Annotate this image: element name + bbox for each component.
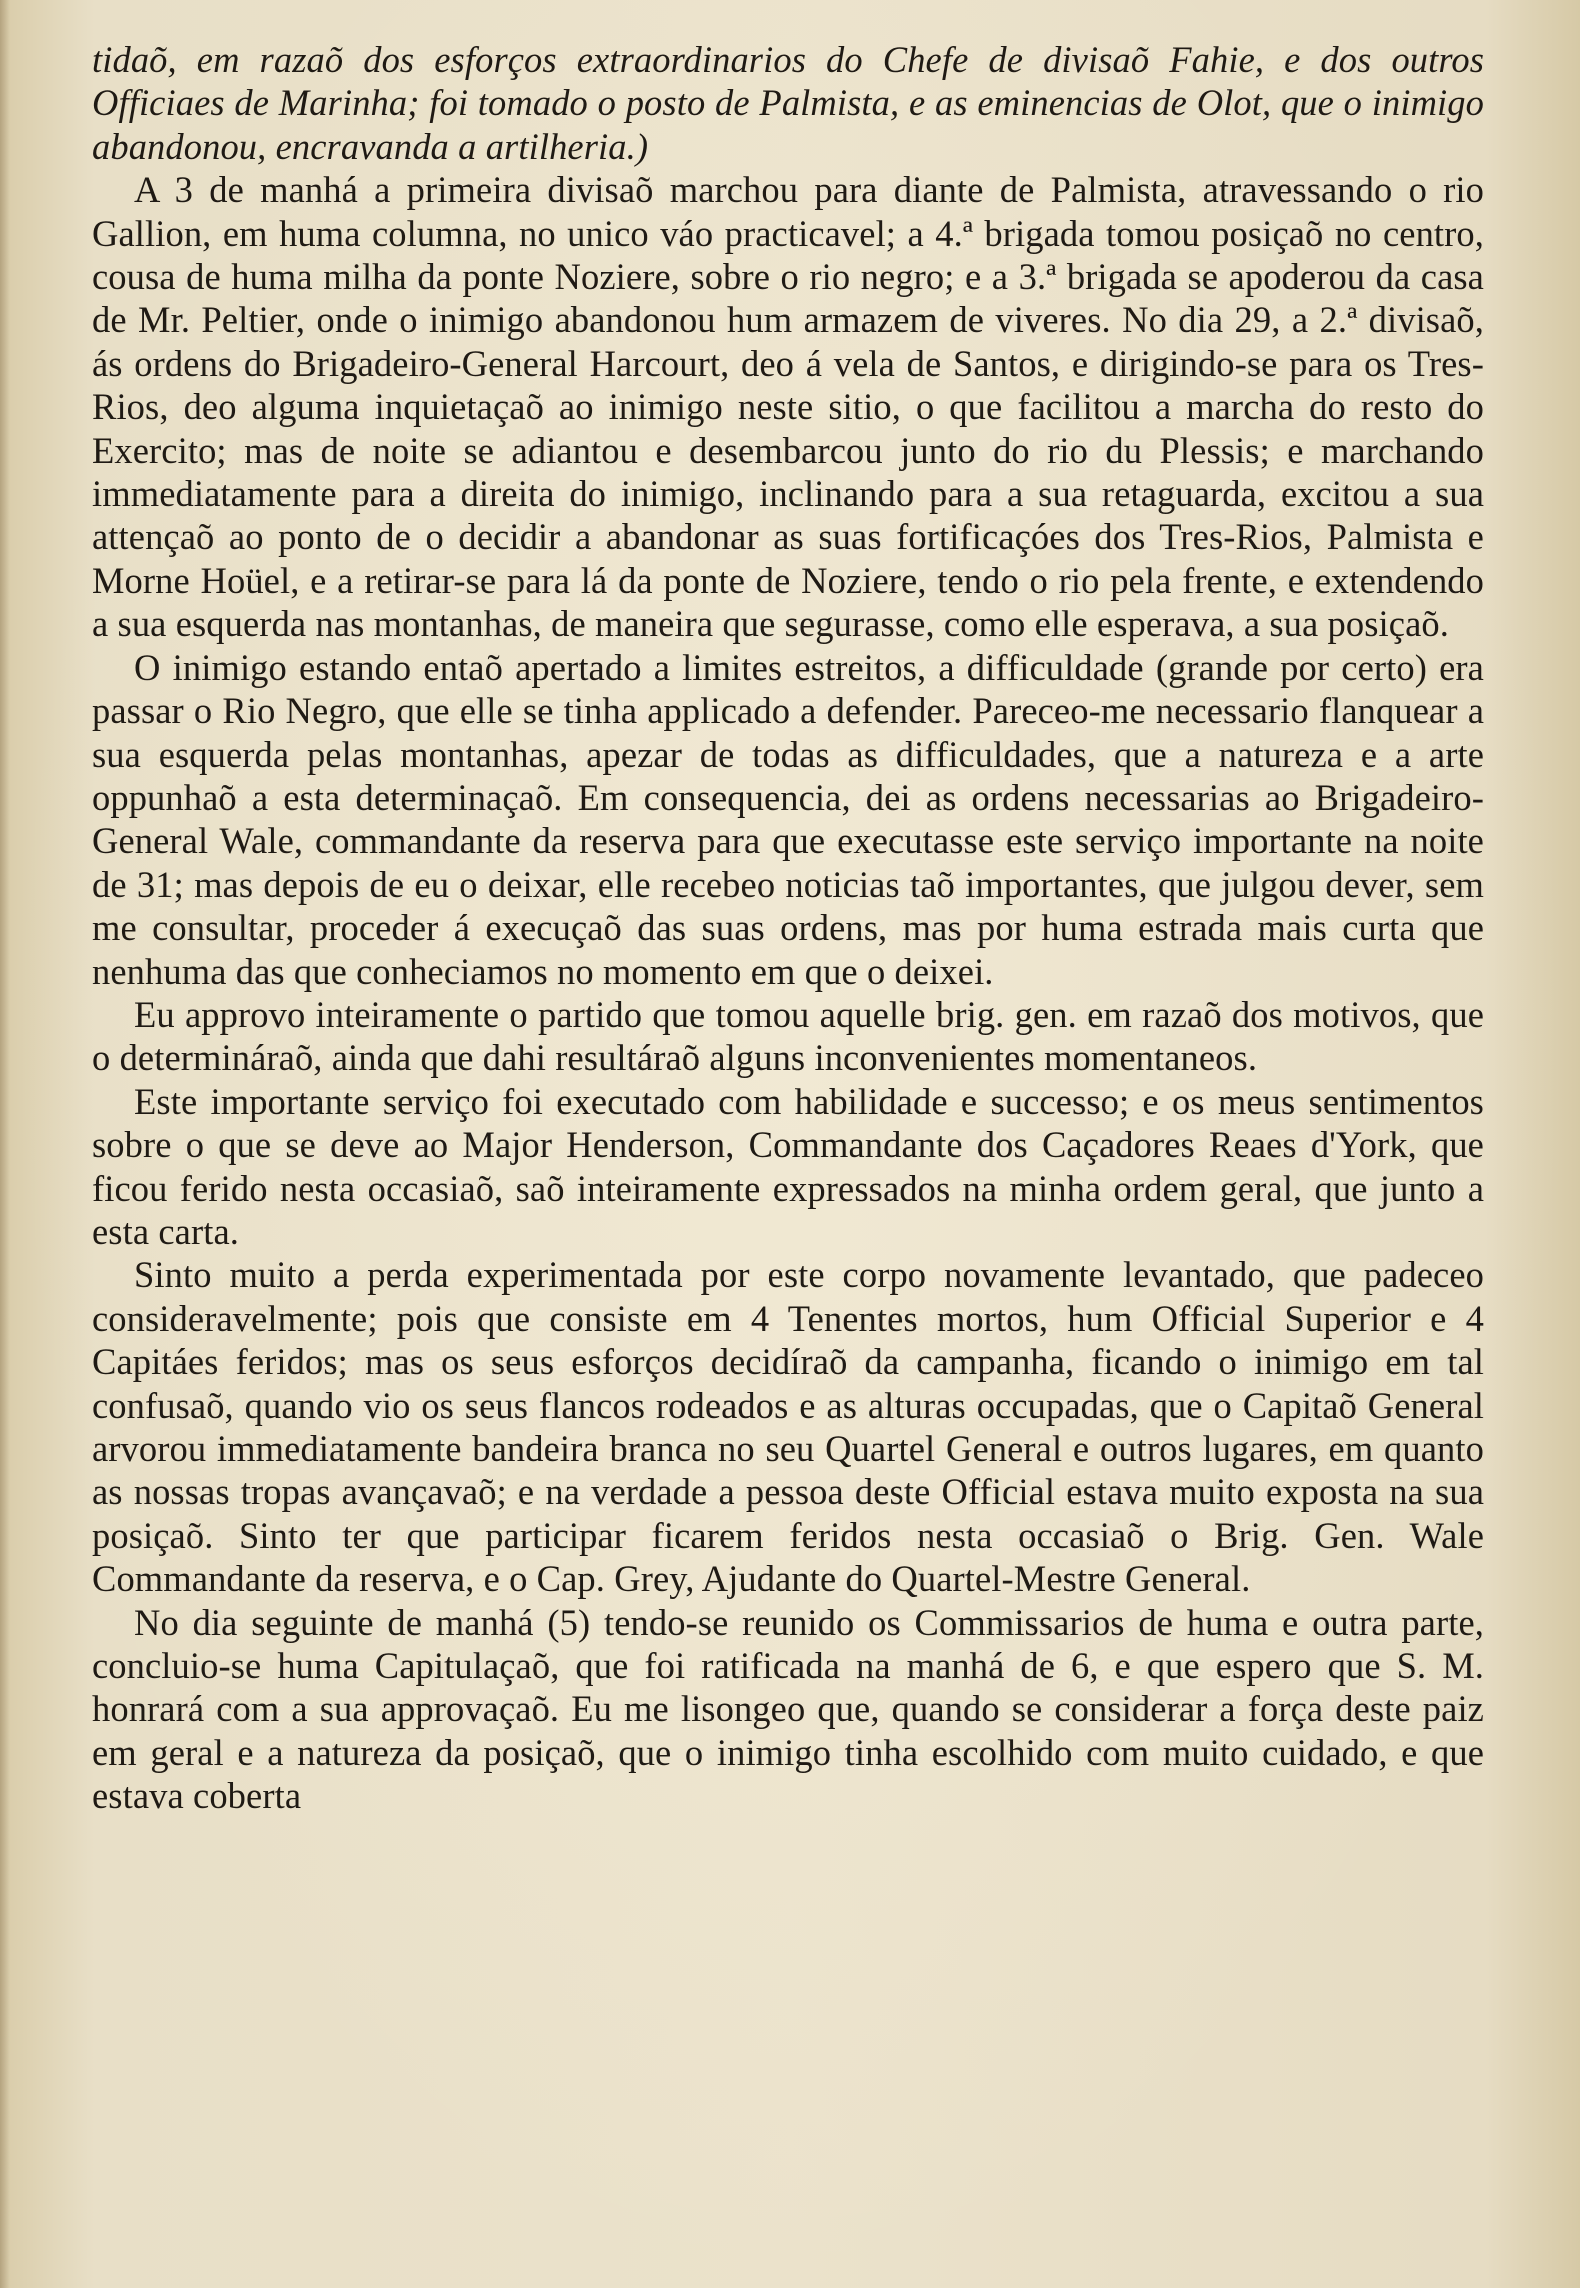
paragraph: Eu approvo inteiramente o partido que tomou aquelle brig. gen. em razaõ dos motivos, que o determináraõ, ainda que dahi resultáraõ alguns inconvenientes momentaneos. — [92, 993, 1484, 1079]
paragraph: O inimigo estando entaõ apertado a limites estreitos, a difficuldade (grande por certo) era passar o Rio Negro, que elle se tinha applicado a defender. Pareceo-me necessario flanquear a sua esquerda pelas montanhas, apezar de todas as difficuldades, que a natureza e a arte oppunhaõ a esta determinaçaõ. Em consequencia, dei as ordens necessarias ao Brigadeiro-General Wale, commandante da reserva para que executasse este serviço importante na noite de 31; mas depois de eu o deixar, elle recebeo noticias taõ importantes, que julgou dever, sem me consultar, proceder á execuçaõ das suas ordens, mas por huma estrada mais curta que nenhuma das que conheciamos no momento em que o deixei. — [92, 646, 1484, 992]
document-body — [92, 38, 1484, 1818]
paragraph: Este importante serviço foi executado com habilidade e successo; e os meus sentimentos sobre o que se deve ao Major Henderson, Commandante dos Caçadores Reaes d'York, que ficou ferido nesta occasiaõ, saõ inteiramente expressados na minha ordem geral, que junto a esta carta. — [92, 1080, 1484, 1252]
paragraph: No dia seguinte de manhá (5) tendo-se reunido os Commissarios de huma e outra parte, concluio-se huma Capitulaçaõ, que foi ratificada na manhá de 6, e que espero que S. M. honrará com a sua approvaçaõ. Eu me lisongeo que, quando se considerar a força deste paiz em geral e a natureza da posiçaõ, que o inimigo tinha escolhido com muito cuidado, e que estava coberta — [92, 1601, 1484, 1817]
opening-fragment: tidaõ, em razaõ dos esforços extraordinarios do Chefe de divisaõ Fahie, e dos outros Officiaes de Marinha; foi tomado o posto de Palmista, e as eminencias de Olot, que o inimigo abandonou, encravanda a artilheria.) — [92, 39, 1484, 167]
paragraph: Sinto muito a perda experimentada por este corpo novamente levantado, que padeceo consideravelmente; pois que consiste em 4 Tenentes mortos, hum Official Superior e 4 Capitáes feridos; mas os seus esforços decidíraõ da campanha, ficando o inimigo em tal confusaõ, quando vio os seus flancos rodeados e as alturas occupadas, que o Capitaõ General arvorou immediatamente bandeira branca no seu Quartel General e outros lugares, em quanto as nossas tropas avançavaõ; e na verdade a pessoa deste Official estava muito exposta na sua posiçaõ. Sinto ter que participar ficarem feridos nesta occasiaõ o Brig. Gen. Wale Commandante da reserva, e o Cap. Grey, Ajudante do Quartel-Mestre General. — [92, 1254, 1484, 1600]
paragraph: A 3 de manhá a primeira divisaõ marchou para diante de Palmista, atravessando o rio Gallion, em huma columna, no unico váo practicavel; a 4.ª brigada tomou posiçaõ no centro, cousa de huma milha da ponte Noziere, sobre o rio negro; e a 3.ª brigada se apoderou da casa de Mr. Peltier, onde o inimigo abandonou hum armazem de viveres. No dia 29, a 2.ª divisaõ, ás ordens do Brigadeiro-General Harcourt, deo á vela de Santos, e dirigindo-se para os Tres-Rios, deo alguma inquietaçaõ ao inimigo neste sitio, o que facilitou a marcha do resto do Exercito; mas de noite se adiantou e desembarcou junto do rio du Plessis; e marchando immediatamente para a direita do inimigo, inclinando para a sua retaguarda, excitou a sua attençaõ ao ponto de o decidir a abandonar as suas fortificaçóes dos Tres-Rios, Palmista e Morne Hoüel, e a retirar-se para lá da ponte de Noziere, tendo o rio pela frente, e extendendo a sua esquerda nas montanhas, de maneira que segurasse, como elle esperava, a sua posiçaõ. — [92, 169, 1484, 645]
